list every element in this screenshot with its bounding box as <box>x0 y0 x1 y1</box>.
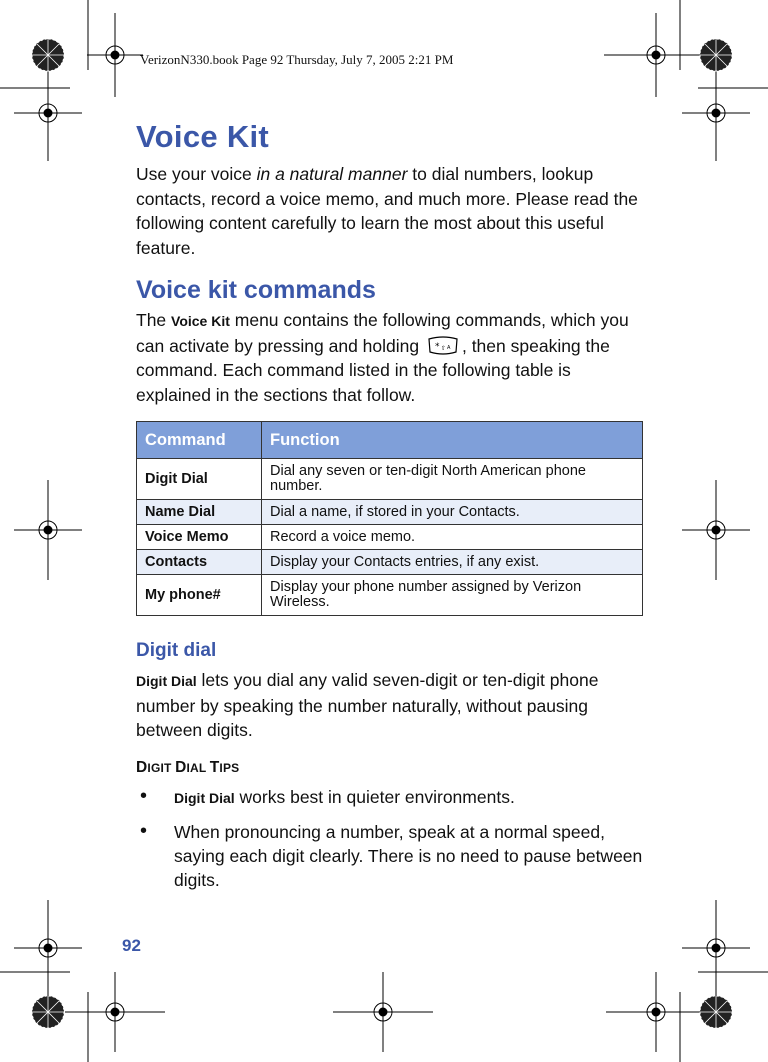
registration-target-icon <box>682 65 750 161</box>
commands-text-mid: menu contains the following commands, which you can activate by pressing and holding <box>136 310 629 356</box>
voice-kit-term: Voice Kit <box>171 313 230 329</box>
digit-dial-term: Digit Dial <box>136 673 197 689</box>
registration-target-icon <box>333 972 433 1052</box>
svg-text:⇧: ⇧ <box>440 344 446 352</box>
starburst-target-icon <box>700 996 732 1028</box>
table-row <box>137 550 643 575</box>
tips-heading-part: IPS <box>219 760 240 775</box>
command-cell: Voice Memo <box>137 525 262 550</box>
command-cell: Digit Dial <box>137 459 262 500</box>
commands-text-end: , then speaking the command. Each command listed in the following table is explained in the sections that follow. <box>136 335 610 405</box>
list-item <box>136 785 644 810</box>
tips-heading-part: IGIT <box>147 760 176 775</box>
tips-heading-part: D <box>175 758 187 776</box>
intro-text-end: to dial numbers, lookup contacts, record a voice memo, and much more. Please read the following content carefully to learn the most about this useful feature. <box>136 164 638 258</box>
intro-emphasis: in a natural manner <box>256 164 408 184</box>
command-cell: Name Dial <box>137 500 262 525</box>
command-cell: My phone# <box>137 575 262 616</box>
tips-heading-part: IAL <box>186 760 210 775</box>
list-item <box>136 820 644 892</box>
command-cell: Contacts <box>137 550 262 575</box>
starburst-target-icon <box>32 996 64 1028</box>
starburst-target-icon <box>32 39 64 71</box>
bullet-icon: • <box>140 819 148 842</box>
intro-text-start: Use your voice <box>136 164 257 184</box>
function-cell: Display your phone number assigned by Verizon Wireless. <box>262 575 643 616</box>
function-cell: Record a voice memo. <box>262 525 643 550</box>
tips-list <box>136 785 644 892</box>
tips-heading-part: D <box>136 758 148 776</box>
print-header-note: VerizonN330.book Page 92 Thursday, July 7, 2005 2:21 PM <box>140 52 454 67</box>
registration-target-icon <box>682 900 750 996</box>
registration-target-icon <box>606 972 706 1052</box>
tip-text: works best in quieter environments. <box>234 786 515 807</box>
table-row <box>137 500 643 525</box>
intro-paragraph <box>136 162 644 260</box>
commands-table <box>136 421 643 616</box>
bullet-icon: • <box>140 784 148 807</box>
svg-text:A: A <box>446 344 451 351</box>
function-cell: Dial a name, if stored in your Contacts. <box>262 500 643 525</box>
page-title: Voice Kit <box>136 119 270 154</box>
table-row <box>137 459 643 500</box>
registration-target-icon <box>87 13 143 97</box>
function-cell: Display your Contacts entries, if any exist. <box>262 550 643 575</box>
registration-target-icon <box>14 900 82 996</box>
column-header-command: Command <box>137 422 262 459</box>
table-header-row <box>137 422 643 459</box>
registration-target-icon <box>604 13 708 97</box>
svg-text:*: * <box>434 341 440 352</box>
star-shift-key-icon <box>426 336 460 356</box>
registration-target-icon <box>14 480 82 580</box>
commands-text-start: The <box>136 310 172 330</box>
registration-target-icon <box>682 480 750 580</box>
section-heading-digit-dial: Digit dial <box>136 640 217 661</box>
page-content <box>136 118 644 902</box>
table-row <box>137 575 643 616</box>
tips-heading <box>136 759 644 777</box>
function-cell: Dial any seven or ten-digit North American phone number. <box>262 459 643 500</box>
column-header-function: Function <box>262 422 643 459</box>
digit-dial-paragraph <box>136 668 644 743</box>
tip-text: When pronouncing a number, speak at a normal speed, saying each digit clearly. There is no need to pause between digits. <box>174 821 643 890</box>
tip-term: Digit Dial <box>174 789 235 806</box>
digit-dial-text: lets you dial any valid seven-digit or ten-digit phone number by speaking the number naturally, without pausing between digits. <box>136 670 599 740</box>
registration-target-icon <box>65 972 165 1052</box>
section-heading-commands: Voice kit commands <box>136 276 376 304</box>
page-number: 92 <box>122 936 141 955</box>
commands-paragraph <box>136 308 644 407</box>
table-row <box>137 525 643 550</box>
tips-heading-part: T <box>209 758 220 776</box>
registration-target-icon <box>14 65 82 161</box>
starburst-target-icon <box>700 39 732 71</box>
